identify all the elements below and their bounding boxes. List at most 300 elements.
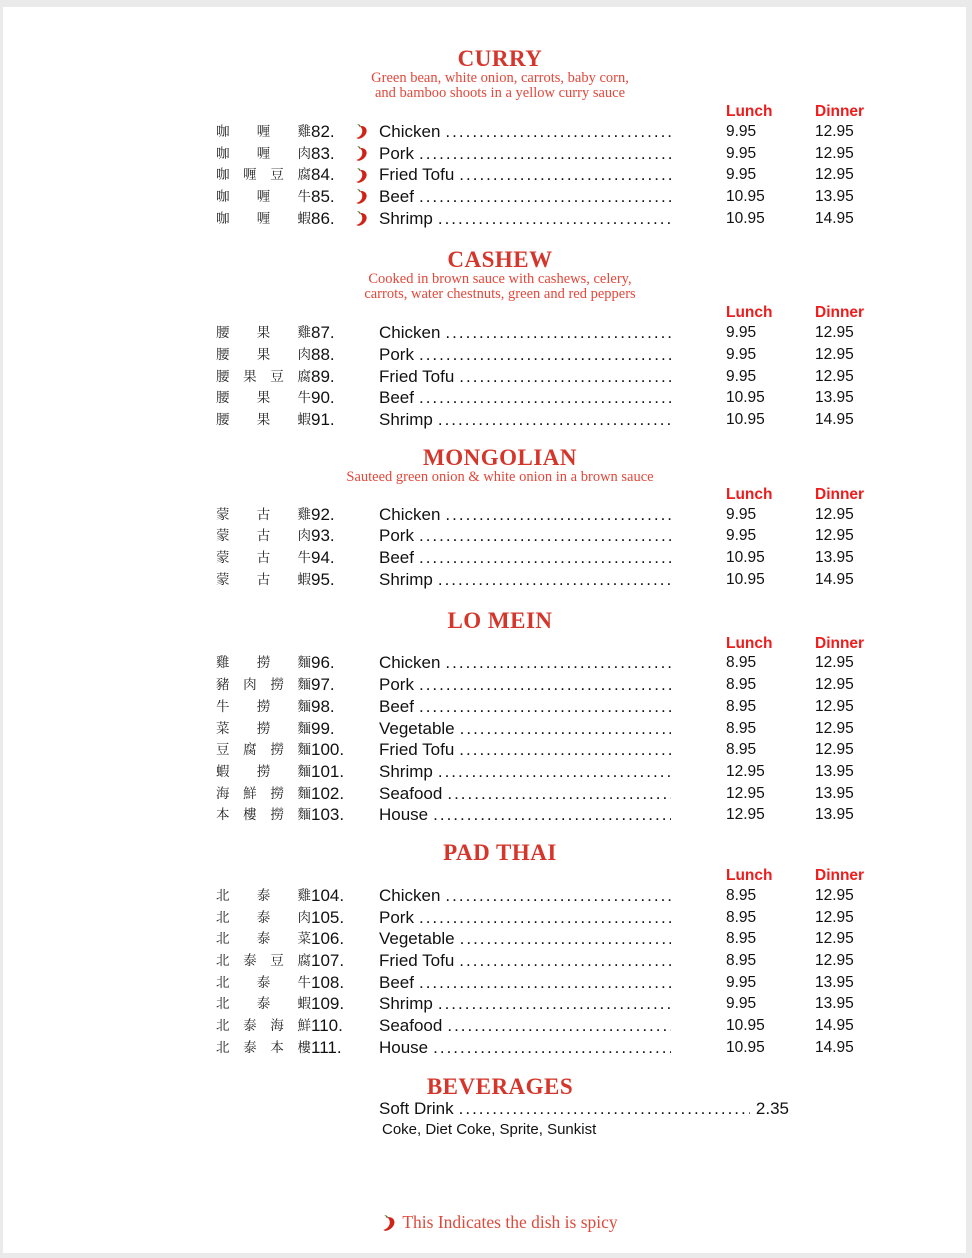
item-number: 93. [311, 526, 335, 546]
item-chinese-name [216, 508, 311, 522]
dotted-leader [438, 209, 671, 229]
item-chinese-name [216, 678, 311, 692]
dinner-column-header: Dinner [815, 634, 865, 652]
chinese-character: 肉 [297, 145, 311, 162]
dinner-price: 12.95 [815, 886, 854, 904]
item-number: 85. [311, 186, 335, 206]
dinner-price: 12.95 [815, 122, 854, 140]
spicy-indicator-slot [355, 344, 379, 366]
menu-item-row [3, 739, 972, 761]
item-name-and-leader [379, 388, 671, 408]
chinese-character: 菜 [216, 720, 230, 737]
dotted-leader [445, 122, 671, 142]
chinese-character: 腐 [297, 368, 311, 385]
dinner-price: 13.95 [815, 973, 854, 991]
chinese-character: 牛 [297, 390, 311, 407]
item-number: 82. [311, 121, 335, 141]
chinese-character: 北 [216, 1039, 230, 1056]
item-name-and-leader [379, 367, 671, 387]
item-chinese-name [216, 529, 311, 543]
chinese-character: 果 [256, 390, 271, 407]
dotted-leader [438, 762, 671, 782]
chinese-character: 撈 [256, 655, 271, 672]
chinese-character: 果 [256, 325, 271, 342]
item-name-and-leader [379, 697, 671, 717]
lunch-price: 12.95 [726, 784, 765, 802]
dotted-leader [419, 973, 671, 993]
chinese-character: 腐 [297, 167, 311, 184]
menu-item-row [3, 366, 972, 388]
item-name: Shrimp [379, 761, 433, 781]
menu-item-row [3, 696, 972, 718]
item-chinese-name [216, 743, 311, 757]
chinese-character: 樓 [297, 1039, 311, 1056]
lunch-price: 8.95 [726, 654, 757, 672]
dotted-leader [419, 187, 671, 207]
dinner-price: 13.95 [815, 806, 854, 824]
item-name: Beef [379, 186, 414, 206]
item-number: 89. [311, 366, 335, 386]
item-number: 110. [311, 1016, 343, 1036]
chinese-character: 蒙 [216, 550, 230, 567]
lunch-price: 9.95 [726, 345, 757, 363]
item-name: House [379, 1037, 429, 1057]
menu-item-row [3, 121, 972, 143]
lunch-price: 8.95 [726, 697, 757, 715]
item-chinese-name [216, 997, 311, 1011]
chinese-character: 撈 [270, 742, 284, 759]
chinese-character: 蒙 [216, 528, 230, 545]
chinese-character: 泰 [243, 953, 257, 970]
chinese-character: 麵 [297, 677, 311, 694]
item-name: Beef [379, 972, 414, 992]
chinese-character: 咖 [216, 188, 230, 205]
item-number: 97. [311, 675, 335, 695]
item-number: 105. [311, 907, 345, 927]
dinner-price: 12.95 [815, 367, 854, 385]
menu-item-row [3, 929, 972, 951]
section-items [3, 121, 972, 229]
spicy-indicator-slot [355, 164, 379, 186]
item-number: 87. [311, 323, 335, 343]
spicy-indicator-slot [355, 1015, 379, 1037]
item-chinese-name [216, 911, 311, 925]
item-number: 86. [311, 208, 335, 228]
lunch-price: 9.95 [726, 367, 757, 385]
chinese-character: 咖 [216, 210, 230, 227]
item-chinese-name [216, 889, 311, 903]
menu-item-row [3, 569, 972, 591]
lunch-price: 8.95 [726, 741, 757, 759]
item-name: Fried Tofu [379, 740, 455, 760]
menu-item-row [3, 718, 972, 740]
chinese-character: 泰 [243, 1018, 257, 1035]
spicy-indicator-slot [355, 739, 379, 761]
item-name: Fried Tofu [379, 366, 455, 386]
item-name-and-leader [379, 410, 671, 430]
item-chinese-name [216, 573, 311, 587]
chinese-character: 北 [216, 909, 230, 926]
lunch-price: 10.95 [726, 389, 765, 407]
item-number: 91. [311, 410, 335, 430]
chinese-character: 蝦 [216, 763, 230, 780]
dinner-price: 13.95 [815, 187, 854, 205]
chinese-character: 本 [216, 807, 230, 824]
chinese-character: 雞 [216, 655, 230, 672]
chinese-character: 咖 [216, 123, 230, 140]
menu-item-row [3, 674, 972, 696]
item-chinese-name [216, 551, 311, 565]
lunch-price: 8.95 [726, 952, 757, 970]
dinner-price: 12.95 [815, 676, 854, 694]
lunch-price: 8.95 [726, 886, 757, 904]
lunch-price: 10.95 [726, 1017, 765, 1035]
chinese-character: 肉 [243, 677, 257, 694]
lunch-price: 10.95 [726, 411, 765, 429]
item-number: 95. [311, 569, 335, 589]
menu-item-row [3, 526, 972, 548]
dotted-leader [445, 505, 671, 525]
menu-item-row [3, 1015, 972, 1037]
item-name: Pork [379, 907, 414, 927]
item-chinese-name [216, 212, 311, 226]
item-name: Seafood [379, 1016, 443, 1036]
chinese-character: 肉 [297, 909, 311, 926]
beverage-item-row [379, 1099, 789, 1121]
price-column-headers [3, 103, 972, 121]
section-items [3, 885, 972, 1059]
chinese-character: 泰 [256, 996, 271, 1013]
chinese-character: 腐 [243, 742, 257, 759]
chinese-character: 撈 [270, 677, 284, 694]
chinese-character: 北 [216, 931, 230, 948]
menu-item-row [3, 186, 972, 208]
chinese-character: 雞 [297, 325, 311, 342]
item-chinese-name [216, 700, 311, 714]
item-name-and-leader [379, 994, 671, 1014]
dinner-column-header: Dinner [815, 103, 865, 120]
menu-item-row [3, 208, 972, 230]
spicy-indicator-slot [355, 526, 379, 548]
item-name: Shrimp [379, 994, 433, 1014]
item-name-and-leader [379, 929, 671, 949]
item-name-and-leader [379, 323, 671, 343]
spicy-indicator-slot [355, 972, 379, 994]
item-name-and-leader [379, 951, 671, 971]
item-name: Shrimp [379, 208, 433, 228]
chinese-character: 喱 [243, 167, 257, 184]
chinese-character: 鮮 [243, 785, 257, 802]
item-name: Pork [379, 143, 414, 163]
item-name-and-leader [379, 122, 671, 142]
chinese-character: 麵 [297, 742, 311, 759]
chinese-character: 雞 [297, 887, 311, 904]
item-name: Shrimp [379, 569, 433, 589]
dinner-price: 13.95 [815, 784, 854, 802]
lunch-column-header: Lunch [726, 485, 773, 503]
item-name: Chicken [379, 504, 441, 524]
chinese-character: 北 [216, 887, 230, 904]
chinese-character: 果 [256, 412, 271, 429]
chinese-character: 撈 [256, 763, 271, 780]
item-chinese-name [216, 656, 311, 670]
menu-item-row [3, 344, 972, 366]
chinese-character: 海 [216, 785, 230, 802]
price-column-headers [3, 486, 972, 504]
chinese-character: 北 [216, 953, 230, 970]
chinese-character: 腰 [216, 368, 230, 385]
dinner-price: 12.95 [815, 505, 854, 523]
chinese-character: 豆 [216, 742, 230, 759]
spicy-indicator-slot [355, 388, 379, 410]
item-chinese-name [216, 932, 311, 946]
spicy-indicator-slot [355, 761, 379, 783]
chili-pepper-icon [382, 1214, 397, 1232]
item-price: 2.35 [755, 1098, 789, 1118]
chili-pepper-icon [355, 123, 369, 140]
lunch-price: 9.95 [726, 527, 757, 545]
chinese-character: 海 [270, 1018, 284, 1035]
item-chinese-name [216, 391, 311, 405]
section-description [3, 272, 972, 302]
menu-section-mongolian [3, 446, 972, 591]
spicy-indicator-slot [355, 409, 379, 431]
dinner-price: 12.95 [815, 324, 854, 342]
dinner-price: 14.95 [815, 209, 854, 227]
spicy-indicator-slot [355, 569, 379, 591]
item-name-and-leader [379, 1038, 671, 1058]
section-description-line: Sauteed green onion & white onion in a brown sauce [346, 468, 654, 485]
chinese-character: 北 [216, 996, 230, 1013]
chili-pepper-icon [355, 188, 369, 205]
lunch-column-header: Lunch [726, 867, 773, 885]
item-name: Beef [379, 548, 414, 568]
item-chinese-name [216, 954, 311, 968]
chinese-character: 撈 [256, 720, 271, 737]
dotted-leader [433, 1038, 671, 1058]
section-description-line: Cooked in brown sauce with cashews, celery, [368, 271, 632, 288]
spicy-indicator-slot [355, 366, 379, 388]
dinner-price: 14.95 [815, 1038, 854, 1056]
lunch-price: 10.95 [726, 209, 765, 227]
item-number: 90. [311, 388, 335, 408]
chinese-character: 牛 [216, 698, 230, 715]
dotted-leader [419, 388, 671, 408]
section-title: CASHEW [447, 247, 553, 273]
dotted-leader [460, 929, 671, 949]
item-chinese-name [216, 1041, 311, 1055]
chinese-character: 鮮 [297, 1018, 311, 1035]
item-name: Pork [379, 526, 414, 546]
item-name-and-leader [379, 762, 671, 782]
dotted-leader [438, 410, 671, 430]
dotted-leader [419, 675, 671, 695]
section-items [3, 322, 972, 430]
chinese-character: 泰 [256, 931, 271, 948]
chinese-character: 肉 [297, 528, 311, 545]
lunch-price: 9.95 [726, 973, 757, 991]
item-number: 104. [311, 885, 345, 905]
dinner-price: 12.95 [815, 719, 854, 737]
dinner-price: 12.95 [815, 144, 854, 162]
item-chinese-name [216, 787, 311, 801]
dotted-leader [447, 1016, 671, 1036]
dotted-leader [459, 951, 671, 971]
menu-item-row [3, 409, 972, 431]
menu-item-row [3, 972, 972, 994]
menu-section-curry [3, 47, 972, 229]
dinner-column-header: Dinner [815, 304, 865, 322]
dinner-price: 14.95 [815, 570, 854, 588]
menu-item-row [3, 164, 972, 186]
chinese-character: 雞 [297, 123, 311, 140]
menu-item-row [3, 322, 972, 344]
item-name-and-leader [379, 144, 671, 164]
chinese-character: 腰 [216, 325, 230, 342]
dotted-leader [433, 805, 671, 825]
item-chinese-name [216, 722, 311, 736]
beverage-options-note: Coke, Diet Coke, Sprite, Sunkist [382, 1120, 597, 1138]
dotted-leader [419, 548, 671, 568]
section-description [3, 71, 972, 101]
chinese-character: 咖 [216, 167, 230, 184]
chinese-character: 豆 [270, 953, 284, 970]
item-chinese-name [216, 413, 311, 427]
item-name-and-leader [379, 1016, 671, 1036]
item-name-and-leader [379, 505, 671, 525]
price-column-headers [3, 304, 972, 322]
menu-section-lo-mein [3, 609, 972, 827]
lunch-price: 10.95 [726, 1038, 765, 1056]
item-name: Chicken [379, 323, 441, 343]
item-chinese-name [216, 190, 311, 204]
chinese-character: 撈 [256, 698, 271, 715]
dinner-price: 12.95 [815, 930, 854, 948]
menu-item-row [3, 804, 972, 826]
chinese-character: 豬 [216, 677, 230, 694]
dotted-leader [419, 908, 671, 928]
chinese-character: 豆 [270, 368, 284, 385]
lunch-price: 8.95 [726, 908, 757, 926]
item-name-and-leader [379, 526, 671, 546]
chinese-character: 北 [216, 1018, 230, 1035]
chinese-character: 腰 [216, 390, 230, 407]
item-number: 108. [311, 972, 345, 992]
menu-item-row [3, 950, 972, 972]
dinner-price: 13.95 [815, 762, 854, 780]
lunch-price: 10.95 [726, 549, 765, 567]
item-number: 96. [311, 653, 335, 673]
chinese-character: 腐 [297, 953, 311, 970]
dotted-leader [445, 886, 671, 906]
spicy-legend [3, 1211, 972, 1233]
menu-section-beverages [3, 1075, 972, 1139]
menu-sections [3, 47, 972, 1059]
item-name: Chicken [379, 121, 441, 141]
menu-item-row [3, 907, 972, 929]
dotted-leader [419, 697, 671, 717]
dotted-leader [459, 1099, 750, 1119]
chinese-character: 雞 [297, 506, 311, 523]
menu-item-row [3, 1037, 972, 1059]
section-items [3, 504, 972, 591]
chinese-character: 泰 [256, 974, 271, 991]
dotted-leader [419, 345, 671, 365]
chinese-character: 麵 [297, 763, 311, 780]
chinese-character: 牛 [297, 550, 311, 567]
dotted-leader [445, 653, 671, 673]
chinese-character: 喱 [256, 210, 271, 227]
spicy-indicator-slot [355, 674, 379, 696]
item-number: 88. [311, 344, 335, 364]
item-name-and-leader [379, 209, 671, 229]
lunch-price: 12.95 [726, 806, 765, 824]
item-chinese-name [216, 348, 311, 362]
lunch-price: 9.95 [726, 166, 757, 184]
chinese-character: 北 [216, 974, 230, 991]
chinese-character: 腰 [216, 346, 230, 363]
chinese-character: 泰 [256, 909, 271, 926]
chinese-character: 豆 [270, 167, 284, 184]
dinner-price: 12.95 [815, 345, 854, 363]
item-name: Fried Tofu [379, 951, 455, 971]
chinese-character: 泰 [243, 1039, 257, 1056]
item-number: 106. [311, 929, 345, 949]
section-description [3, 470, 972, 484]
spicy-indicator-slot [355, 718, 379, 740]
chinese-character: 蝦 [297, 996, 311, 1013]
section-title: MONGOLIAN [423, 444, 577, 470]
dinner-price: 12.95 [815, 697, 854, 715]
item-number: 83. [311, 143, 335, 163]
section-title: BEVERAGES [426, 1073, 574, 1099]
menu-item-row [3, 783, 972, 805]
section-description-line: carrots, water chestnuts, green and red peppers [364, 286, 636, 303]
spicy-indicator-slot [355, 208, 379, 230]
menu-section-cashew [3, 248, 972, 430]
item-name-and-leader [379, 908, 671, 928]
dinner-price: 13.95 [815, 995, 854, 1013]
chinese-character: 古 [256, 528, 271, 545]
dotted-leader [438, 994, 671, 1014]
chinese-character: 麵 [297, 785, 311, 802]
menu-section-pad-thai [3, 841, 972, 1059]
menu-document-page [3, 7, 966, 1253]
menu-item-row [3, 653, 972, 675]
item-name: Vegetable [379, 929, 455, 949]
item-name: Pork [379, 344, 414, 364]
chinese-character: 蒙 [216, 571, 230, 588]
spicy-indicator-slot [355, 696, 379, 718]
item-name-and-leader [379, 886, 671, 906]
chinese-character: 麵 [297, 807, 311, 824]
chinese-character: 撈 [270, 807, 284, 824]
spicy-indicator-slot [355, 322, 379, 344]
dotted-leader [445, 323, 671, 343]
spicy-indicator-slot [355, 994, 379, 1016]
dotted-leader [459, 740, 671, 760]
lunch-price: 9.95 [726, 995, 757, 1013]
chinese-character: 古 [256, 550, 271, 567]
item-name-and-leader [379, 187, 671, 207]
item-name-and-leader [379, 548, 671, 568]
chinese-character: 牛 [297, 974, 311, 991]
lunch-price: 8.95 [726, 676, 757, 694]
item-name: Beef [379, 696, 414, 716]
item-name-and-leader [379, 719, 671, 739]
dotted-leader [460, 719, 671, 739]
chinese-character: 喱 [256, 188, 271, 205]
